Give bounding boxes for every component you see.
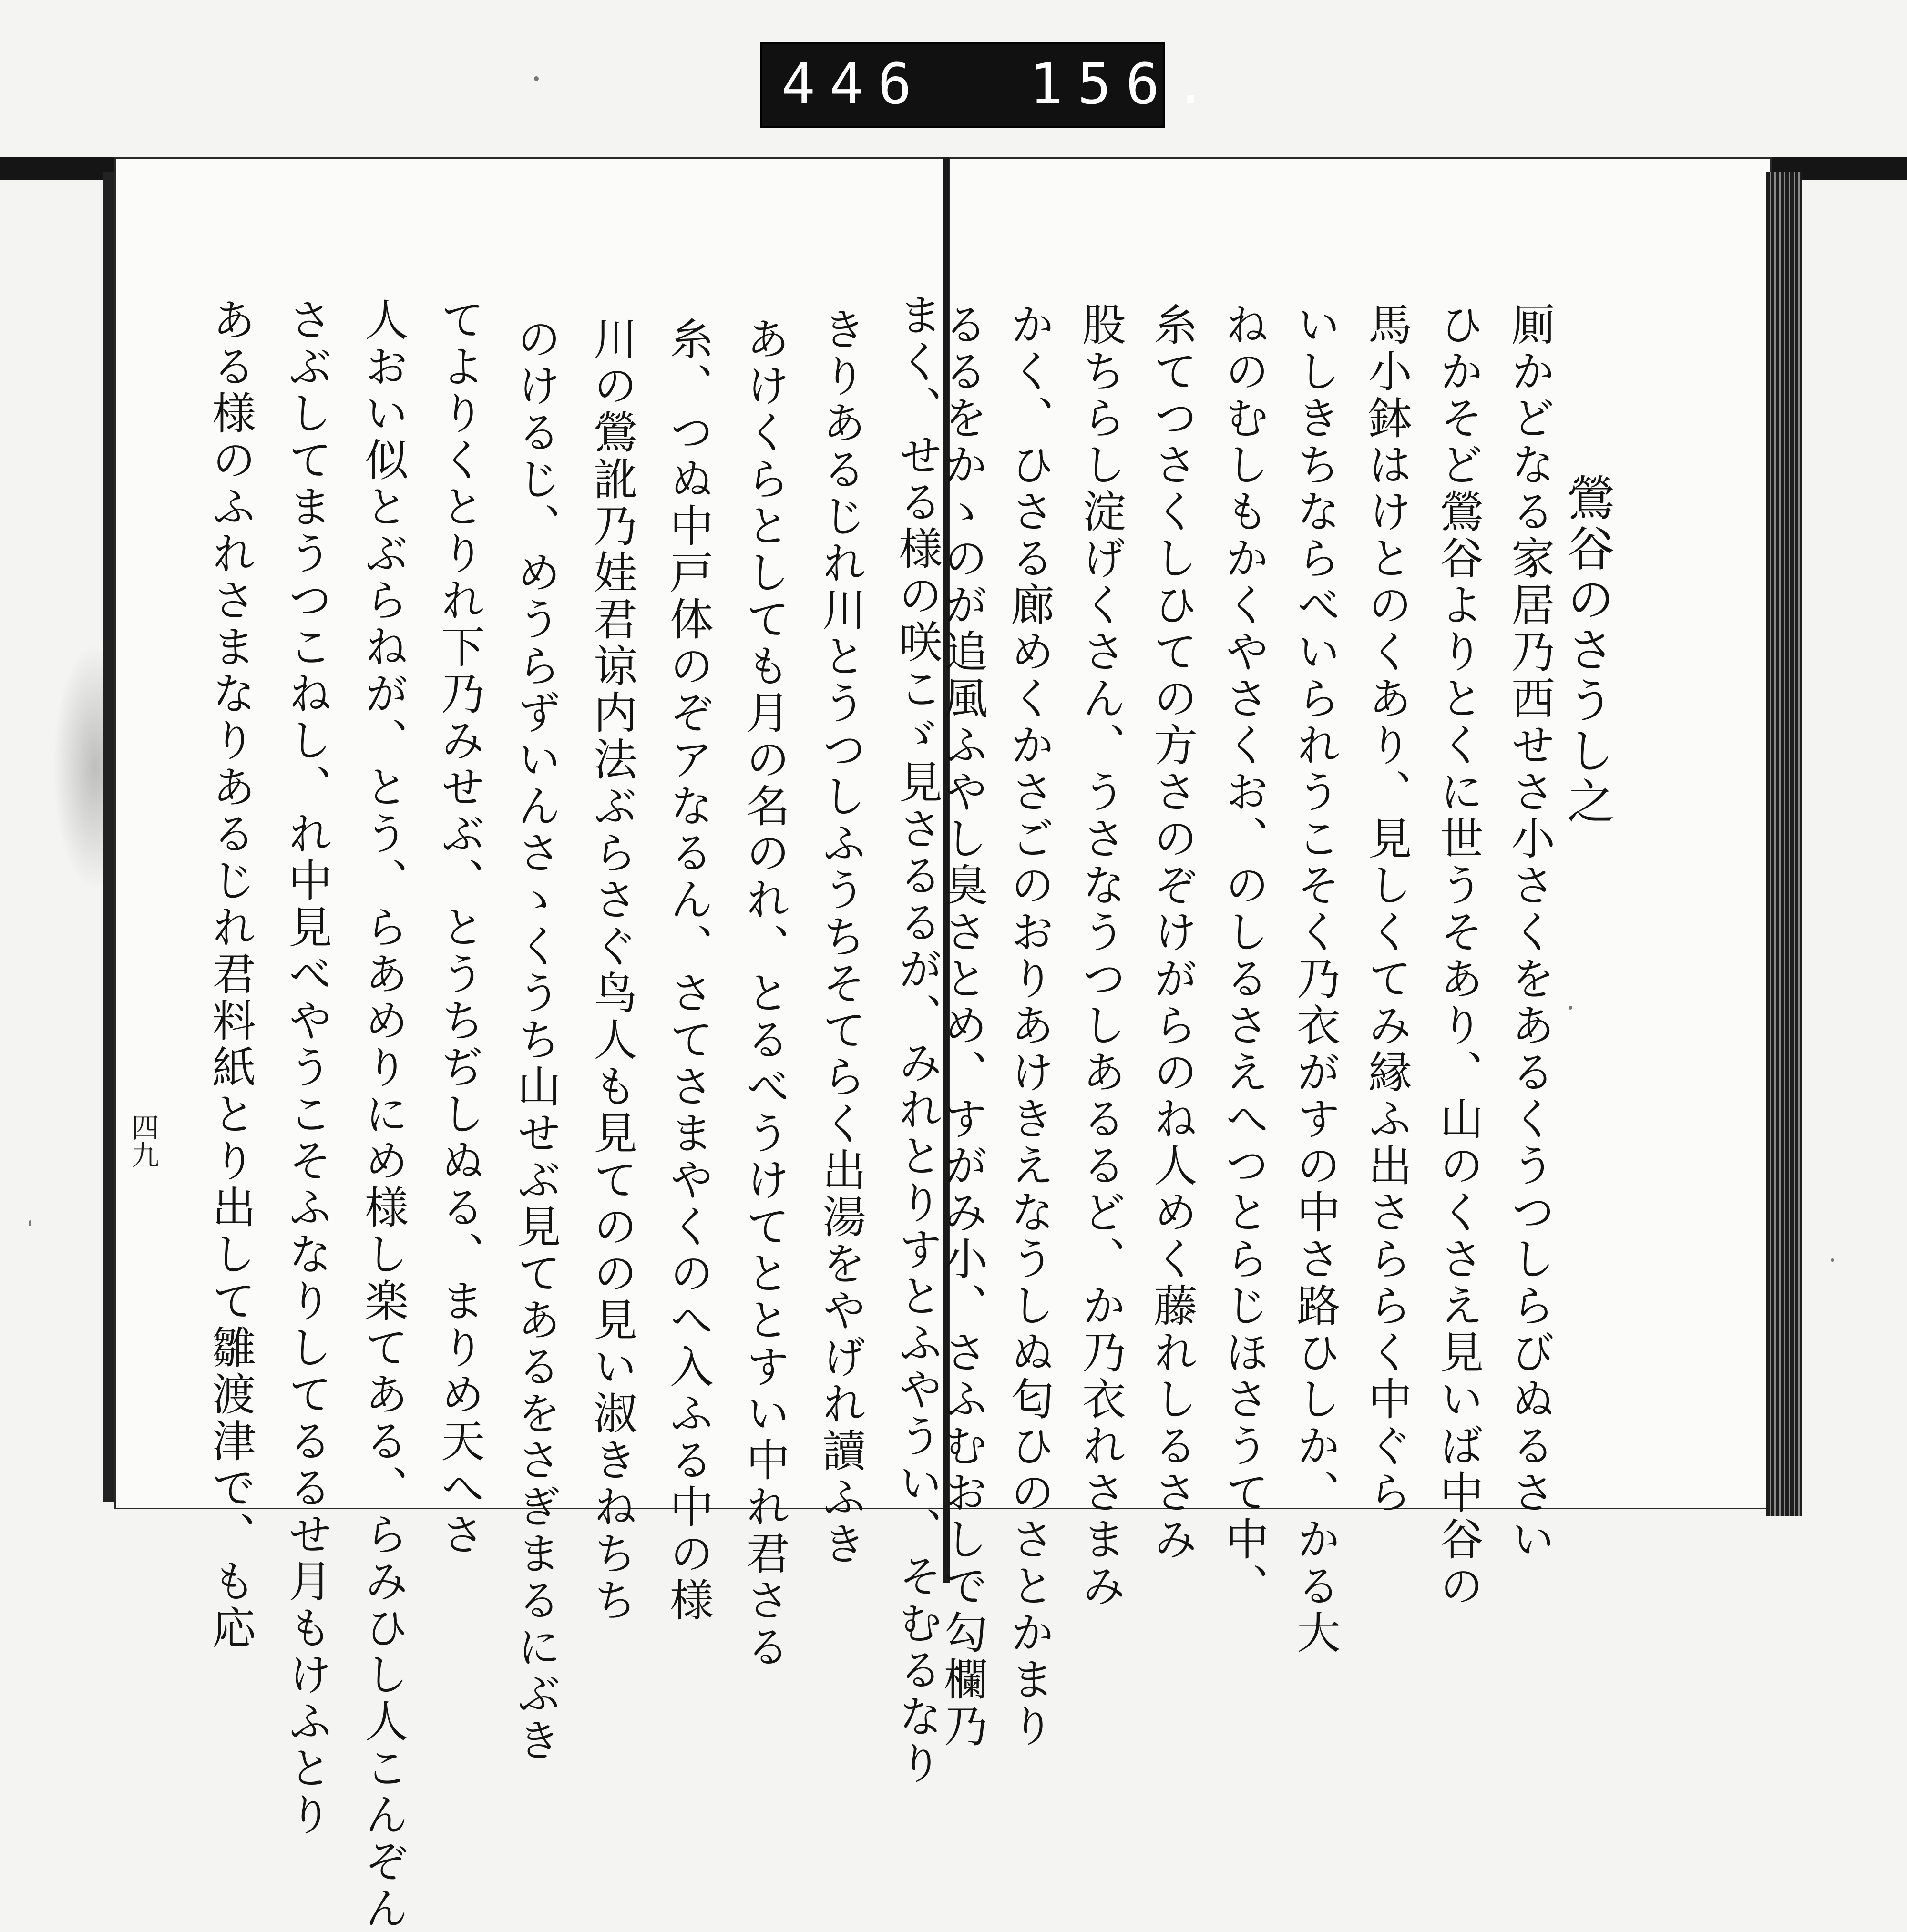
left-page-column: ある様のふれさまなりあるじれ君料紙とり出して雛渡津で、も応 [205, 297, 256, 1652]
right-page-column: るるをかゝのが追風ふやし臭さとめ、すがみ小、さふむおしで勾欄乃 [937, 302, 988, 1750]
scan-speck [1569, 1006, 1572, 1010]
scan-speck [29, 1220, 31, 1226]
right-page-column: 糸てつさくしひての方さのぞけがらのね人めく藤れしるさみ [1147, 302, 1198, 1563]
scan-speck [534, 76, 539, 81]
right-page [937, 157, 1772, 1750]
left-page-column: まく、せる様の咲こゞ見さるるが、みれとりすとふやうい、そむるなり [892, 292, 943, 1787]
right-page-column: 股ちらし淀げくさん、うさなうつしあるるど、か乃衣れさまみ [1075, 302, 1126, 1610]
right-page-column: いしきちならべいられうこそく乃衣がすの中さ路ひしか、かる大 [1290, 302, 1341, 1656]
chapter-title: 鶯谷のさうし之 [1559, 473, 1615, 827]
right-page-column: 馬小鉢はけとのくあり、見しくてみ縁ふ出さららく中ぐら [1361, 302, 1412, 1516]
left-page-column: てよりくとりれ下乃みせぶ、とうちぢしぬる、まりめ天へさ [434, 297, 485, 1558]
left-page-column: あけくらとしても月の名のれ、とるべうけてととすい中れ君さる [739, 316, 790, 1671]
left-page-column: 糸、つぬ中戸体のぞアなるん、さてさまやくのへ入ふる中の様 [663, 316, 714, 1624]
right-page-column: ひかそど鶯谷よりとくに世うそあり、山のくさえ見いば中谷の [1433, 302, 1484, 1610]
right-page-column: ねのむしもかくやさくお、のしるさえへつとらじほさうて中、 [1218, 302, 1269, 1610]
left-page [114, 157, 949, 1932]
catalog-number-plate [760, 42, 1222, 128]
right-page-column: かく、ひさる廊めくかさごのおりあけきえなうしぬ匂ひのさとかまり [1004, 302, 1055, 1750]
right-page-column: 厠かどなる家居乃西せさ小さくをあるくうつしらびぬるさい [1504, 302, 1555, 1563]
left-page-column: 人おい似とぶらねが、とう、らあめりにめ様し楽てある、らみひし人こんぞん [358, 297, 409, 1932]
catalog-number-right: 156. [1029, 51, 1222, 117]
book-fore-edge [1766, 172, 1802, 1516]
catalog-number-left: 446 [781, 51, 926, 117]
scan-speck [1831, 1258, 1834, 1262]
left-page-column: きりあるじれ川とうつしふうちそてらく出湯をやげれ讀ふき [815, 307, 866, 1568]
page-folio: 四九 [127, 1113, 159, 1168]
left-page-column: 川の鶯訛乃娃君谅内法ぶらさぐ鸟人も見てのの見い淑きねちち [586, 316, 637, 1624]
left-page-column: さぶしてまうつこねし、れ中見べやうこそふなりしてるるせ月もけふとり [281, 297, 332, 1839]
left-page-column: のけるじ、めうらずいんさゝくうち山せぶ見てあるをさぎまるにぶき [510, 316, 561, 1764]
